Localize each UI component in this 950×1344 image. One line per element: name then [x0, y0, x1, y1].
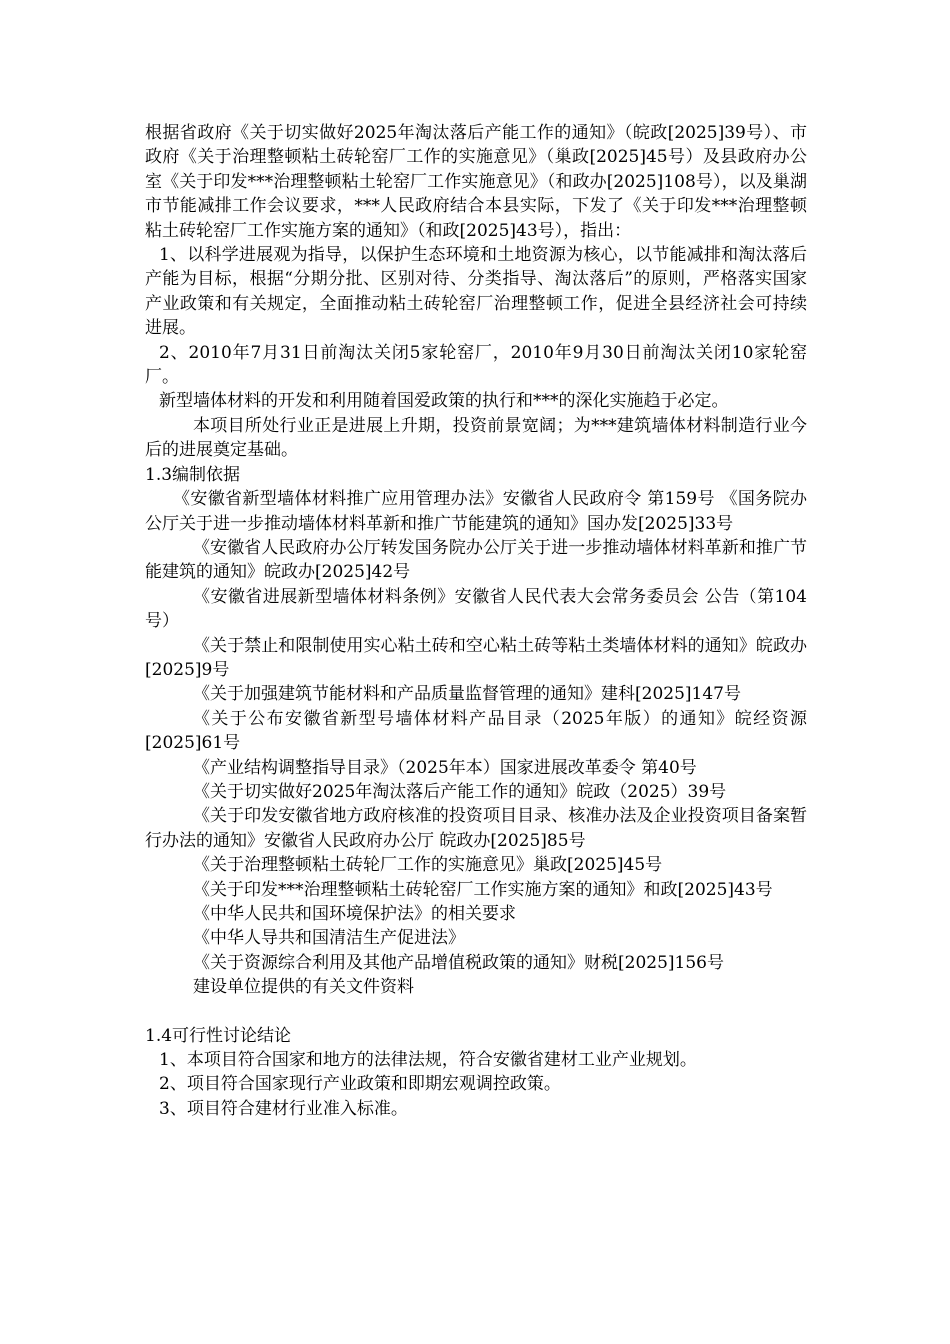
basis-item: 《关于禁止和限制使用实心粘土砖和空心粘土砖等粘土类墙体材料的通知》皖政办[2025]9号: [145, 635, 807, 680]
basis-item: 《关于切实做好2025年淘汰落后产能工作的通知》皖政（2025）39号: [193, 781, 727, 802]
basis-item: 《产业结构调整指导目录》（2025年本）国家进展改革委令 第40号: [193, 757, 697, 778]
basis-item: 《中华人民共和国环境保护法》的相关要求: [193, 904, 516, 924]
basis-item: 《安徽省进展新型墙体材料条例》安徽省人民代表大会常务委员会 公告（第104号）: [145, 586, 807, 632]
section-heading-1-4: 1.4可行性讨论结论: [145, 1025, 292, 1046]
blank-line: [145, 1000, 807, 1024]
conclusion-item: 2、项目符合国家现行产业政策和即期宏观调控政策。: [159, 1074, 561, 1095]
intro-paragraph: 根据省政府《关于切实做好2025年淘汰落后产能工作的通知》（皖政[2025]39号）、市政府《关于治理整顿粘土砖轮窑厂工作的实施意见》（巢政[2025]45号）及县政府办公室《关于印发***治理整顿粘土轮窑厂工作实施意见》（和政办[2025]108号），以及巢湖市节能减排工作会议要求，***人民政府结合本县实际，下发了《关于印发***治理整顿粘土砖轮窑厂工作实施方案的通知》（和政[2025]43号），指出：: [145, 123, 807, 241]
basis-item: 《安徽省人民政府办公厅转发国务院办公厅关于进一步推动墙体材料革新和推广节能建筑的通知》皖政办[2025]42号: [145, 537, 807, 583]
section-heading-1-3: 1.3编制依据: [145, 464, 241, 485]
conclusion-item: 1、本项目符合国家和地方的法律法规，符合安徽省建材工业产业规划。: [159, 1050, 697, 1071]
basis-item: 《关于印发安徽省地方政府核准的投资项目目录、核准办法及企业投资项目备案暂行办法的通知》安徽省人民政府办公厅 皖政办[2025]85号: [145, 806, 807, 851]
basis-item: 《关于公布安徽省新型号墙体材料产品目录（2025年版）的通知》皖经资源[2025]61号: [145, 708, 807, 754]
basis-item: 《关于印发***治理整顿粘土砖轮窑厂工作实施方案的通知》和政[2025]43号: [193, 879, 773, 900]
point-2-paragraph: 2、2010年7月31日前淘汰关闭5家轮窑厂，2010年9月30日前淘汰关闭10家轮窑厂。: [145, 342, 807, 388]
basis-item: 《关于资源综合利用及其他产品增值税政策的通知》财税[2025]156号: [193, 952, 724, 973]
basis-item: 建设单位提供的有关文件资料: [193, 977, 414, 998]
point-1-paragraph: 1、以科学进展观为指导，以保护生态环境和土地资源为核心，以节能减排和淘汰落后产能为目标，根据“分期分批、区别对待、分类指导、淘汰落后”的原则，严格落实国家产业政策和有关规定，全面推动粘土砖轮窑厂治理整顿工作，促进全县经济社会可持续进展。: [145, 245, 807, 339]
basis-item: 《关于治理整顿粘土砖轮厂工作的实施意见》巢政[2025]45号: [193, 855, 663, 876]
conclusion-item: 3、项目符合建材行业准入标准。: [159, 1098, 408, 1119]
wall-material-paragraph: 新型墙体材料的开发和利用随着国爱政策的执行和***的深化实施趋于必定。: [159, 391, 729, 412]
basis-item: 《关于加强建筑节能材料和产品质量监督管理的通知》建科[2025]147号: [193, 684, 741, 705]
basis-item: 《中华人导共和国清洁生产促进法》: [193, 928, 465, 949]
basis-item: 《安徽省新型墙体材料推广应用管理办法》安徽省人民政府令 第159号 《国务院办公厅关于进一步推动墙体材料革新和推广节能建筑的通知》国办发[2025]33号: [145, 489, 807, 534]
document-body: [145, 121, 807, 1121]
prospect-paragraph: 本项目所处行业正是进展上升期，投资前景宽阔；为***建筑墙体材料制造行业今后的进展奠定基础。: [145, 415, 807, 461]
